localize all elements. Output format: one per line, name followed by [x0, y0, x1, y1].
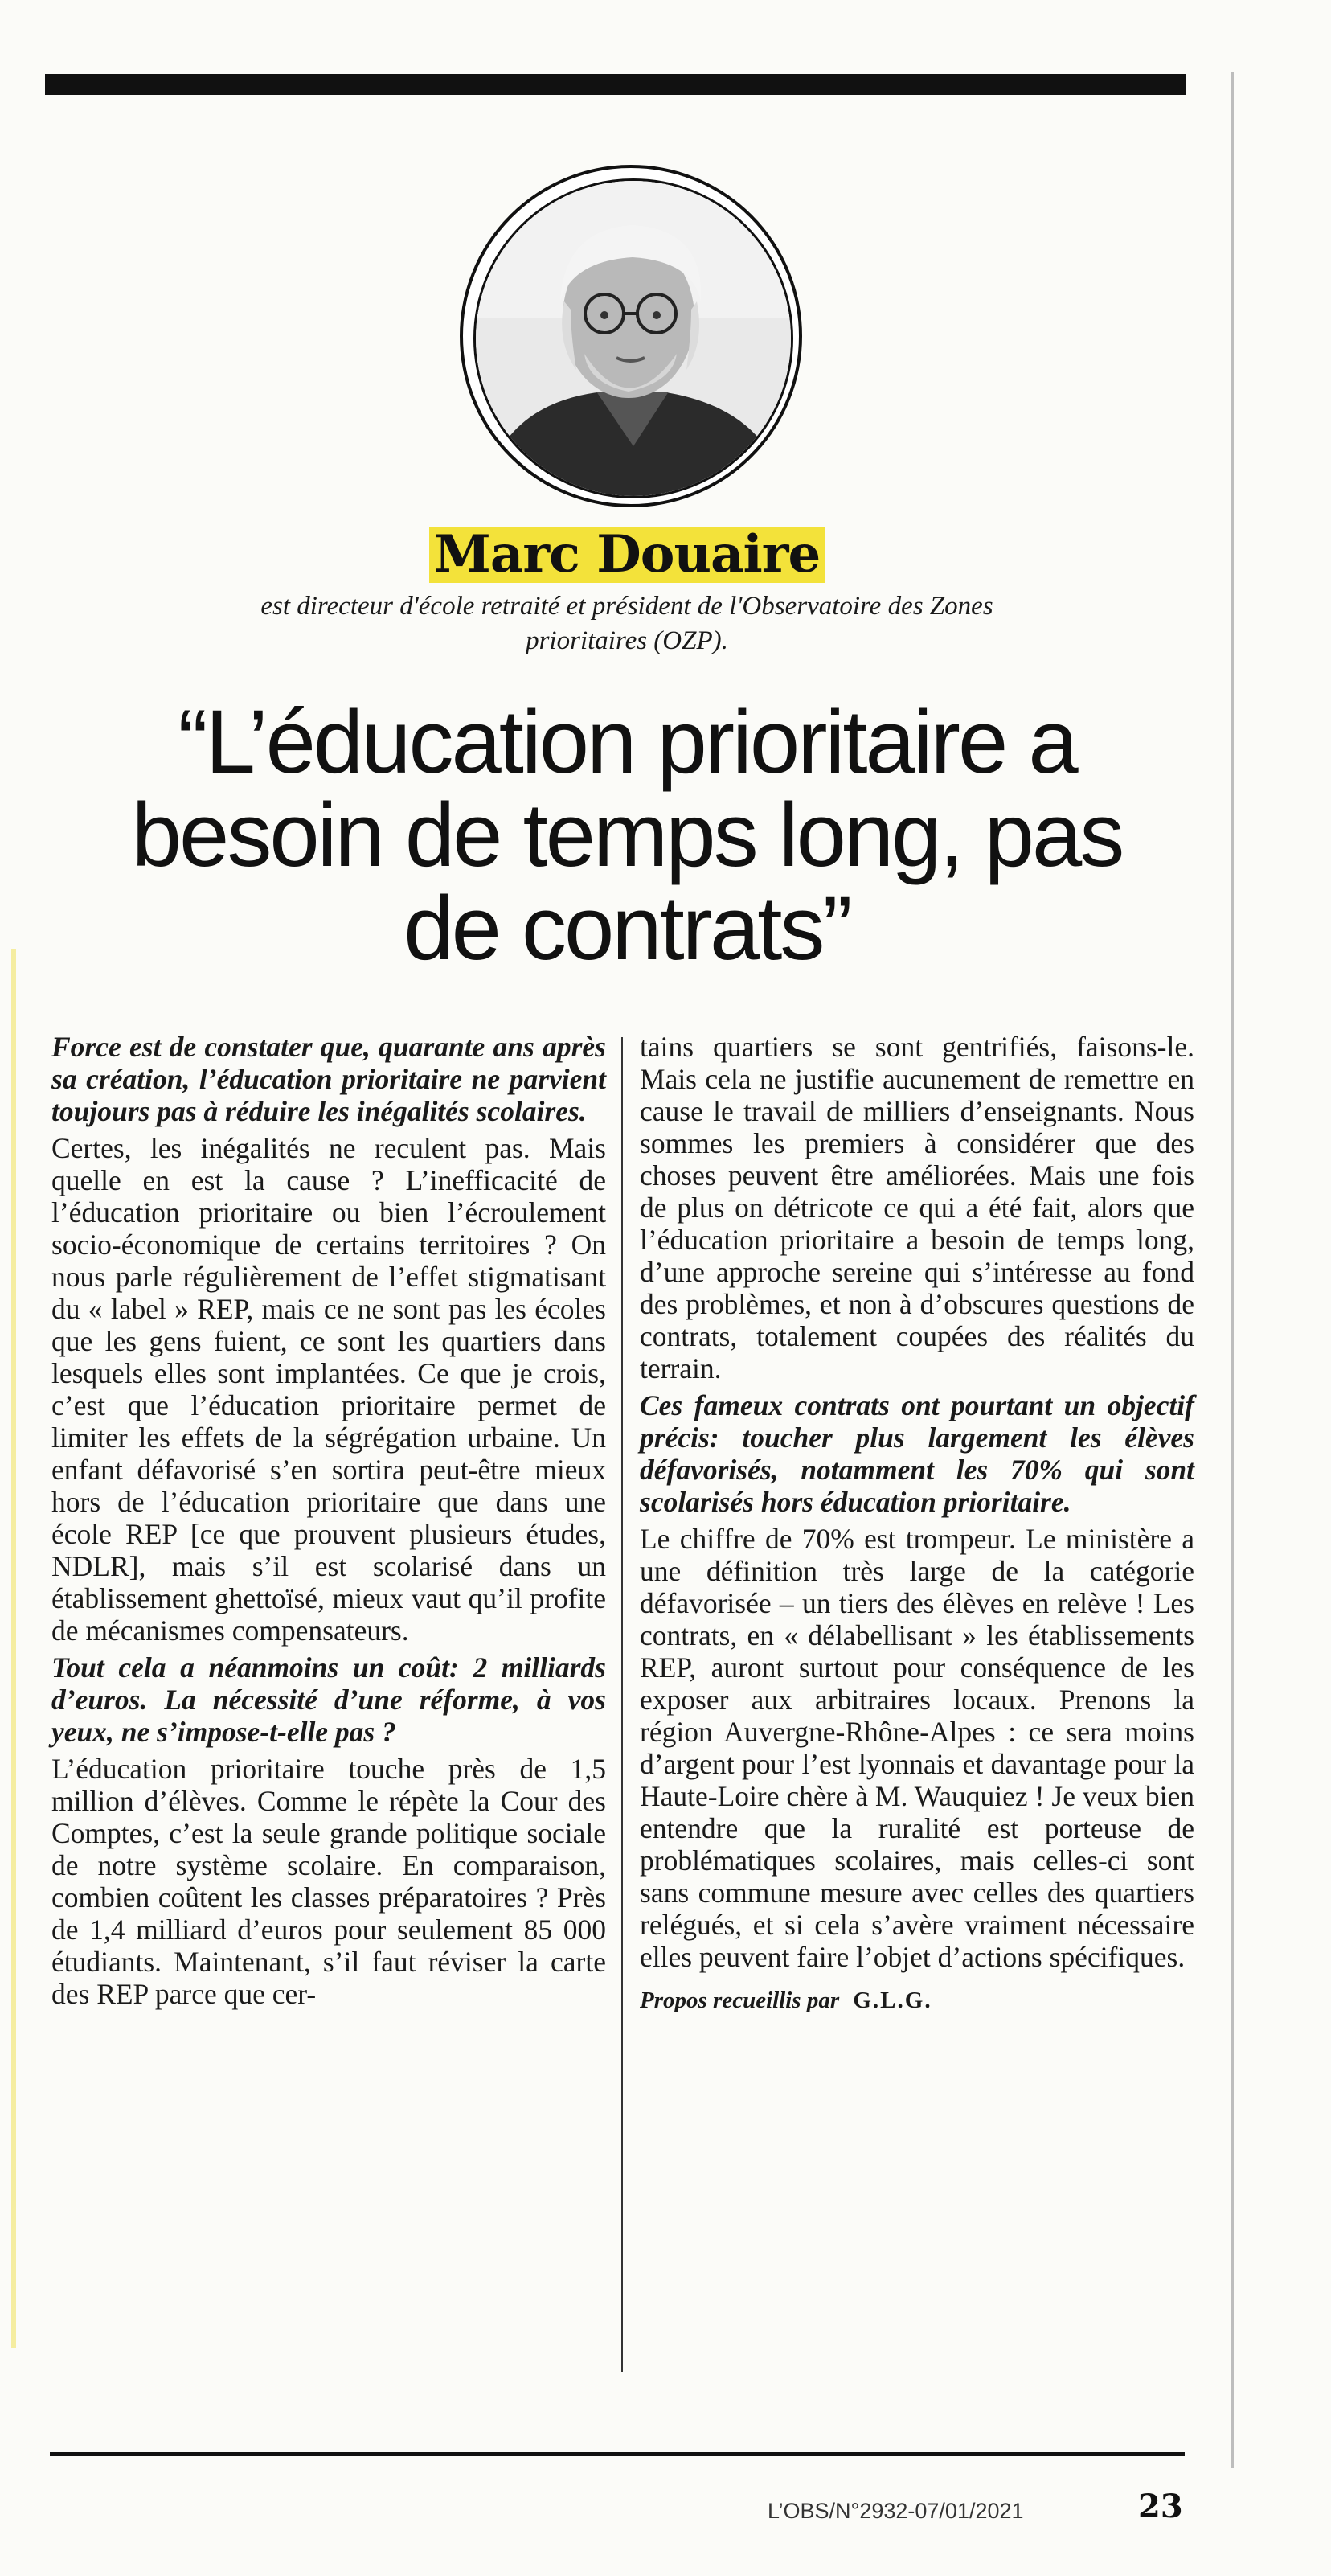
top-rule: [45, 74, 1186, 95]
interview-answer: tains quartiers se sont gentrifiés, faisons-le. Mais cela ne justifie aucunement de remettre en cause le travail de milliers d’enseignants. Nous sommes les premiers à considérer que des choses peuvent être améliorées. Mais une fois de plus on détricote ce qui a été fait, alors que l’éducation prioritaire a besoin de temps long, d’une approche sereine qui s’intéresse au fond des problèmes, et non à d’obscures questions de contrats, totalement coupées des réalités du terrain.: [640, 1031, 1194, 1384]
margin-accent: [11, 949, 16, 2348]
issue-reference: L’OBS/N°2932-07/01/2021: [768, 2499, 1024, 2523]
portrait-image: [473, 178, 793, 498]
author-name: Marc Douaire: [429, 527, 825, 583]
article-column-left: [51, 1031, 606, 2015]
interview-answer: L’éducation prioritaire touche près de 1,5 million d’élèves. Comme le répète la Cour des Comptes, c’est la seule grande politique sociale de notre système scolaire. En comparaison, combien coûtent les classes préparatoires ? Près de 1,4 milliard d’euros pour seulement 85 000 étudiants. Maintenant, s’il faut réviser la carte des REP parce que cer-: [51, 1753, 606, 2010]
interview-question: Tout cela a néanmoins un coût: 2 milliards d’euros. La nécessité d’une réforme, à vos yeux, ne s’impose-t-elle pas ?: [51, 1651, 606, 1748]
interview-answer: Le chiffre de 70% est trompeur. Le ministère a une définition très large de la catégorie défavorisée – un tiers des élèves en relève ! Les contrats, en « délabellisant » les établissements REP, auront surtout pour conséquence de les exposer aux arbitraires locaux. Prenons la région Auvergne-Rhône-Alpes : ce sera moins d’argent pour l’est lyonnais et davantage pour la Haute-Loire chère à M. Wauquiez ! Je veux bien entendre que la ruralité est porteuse de problématiques scolaires, mais celles-ci sont sans commune mesure avec celles des quartiers relégués, et si cela s’avère vraiment nécessaire elles peuvent faire l’objet d’actions spécifiques.: [640, 1523, 1194, 1973]
article-headline: “L’éducation prioritaire a besoin de temps long, pas de contrats”: [131, 691, 1123, 978]
credit-label: Propos recueillis par: [640, 1987, 840, 2013]
author-portrait: [460, 165, 802, 507]
interview-question: Force est de constater que, quarante ans après sa création, l’éducation prioritaire ne parvient toujours pas à réduire les inégalités scolaires.: [51, 1031, 606, 1127]
credit-initials: G.L.G.: [853, 1987, 932, 2013]
article-credit: [640, 1984, 1194, 2016]
author-bio: est directeur d'école retraité et président de l'Observatoire des Zones prioritaires (OZP).: [260, 592, 993, 655]
interview-question: Ces fameux contrats ont pourtant un objectif précis: toucher plus largement les élèves défavorisés, notamment les 70% qui sont scolarisés hors éducation prioritaire.: [640, 1389, 1194, 1518]
portrait-illustration: [476, 181, 791, 496]
article-column-right: [640, 1031, 1194, 2016]
page-number: 23: [1138, 2488, 1183, 2525]
column-divider: [621, 1037, 623, 2372]
interview-answer: Certes, les inégalités ne reculent pas. Mais quelle en est la cause ? L’inefficacité de l’éducation prioritaire ou bien l’écroulement socio-économique de certains territoires ? On nous parle régulièrement de l’effet stigmatisant du « label » REP, mais ce ne sont pas les écoles que les gens fuient, ce sont les quartiers dans lesquels elles sont implantées. Ce que je crois, c’est que l’éducation prioritaire permet de limiter les effets de la ségrégation urbaine. Un enfant défavorisé s’en sortira peut-être mieux hors de l’éducation prioritaire que dans une école REP [ce que prouvent plusieurs études, NDLR], mais s’il est scolarisé dans un établissement ghettoïsé, mieux vaut qu’il profite de mécanismes compensateurs.: [51, 1132, 606, 1647]
bottom-rule: [50, 2452, 1185, 2456]
page-edge: [1231, 72, 1234, 2468]
